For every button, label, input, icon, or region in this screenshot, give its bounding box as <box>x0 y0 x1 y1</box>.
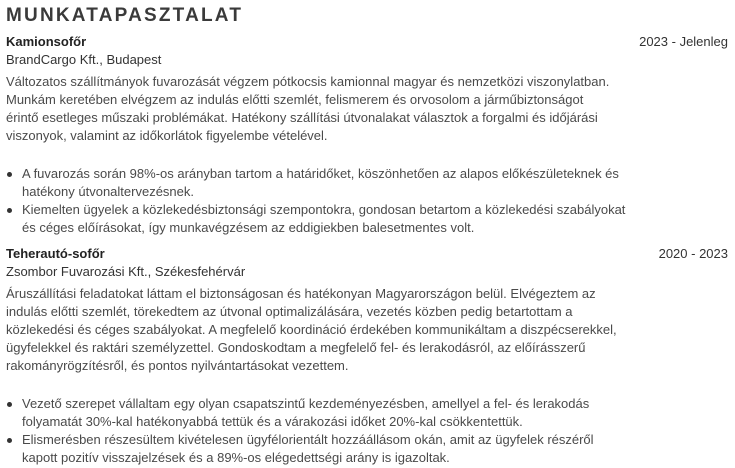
bullet-icon <box>7 402 12 407</box>
list-item <box>6 165 628 201</box>
job-date: 2023 - Jelenleg <box>639 34 728 49</box>
job-description: Áruszállítási feladatokat láttam el biztonságosan és hatékonyan Magyarországon belül. Elvégeztem az indulás előtti szemlét, törekedtem az útvonal optimalizálására, vezetés közben pedig betartottam a közlekedési és céges szabályokat. A megfelelő koordináció érdekében kommunikáltam a diszpécserekkel, ügyfelekkel és raktári személyzettel. Gondoskodtam a megfelelő fel- és lerakodásról, az előírásszerű rakományrögzítésről, és pontos nyilvántartásokat vezettem. <box>6 286 617 373</box>
achievement-list <box>6 165 728 237</box>
bullet-icon <box>7 438 12 443</box>
list-item <box>6 201 628 237</box>
job-entry <box>6 34 728 237</box>
bullet-icon <box>7 208 12 213</box>
list-item-text: A fuvarozás során 98%-os arányban tartom a határidőket, köszönhetően az alapos előkészületeknek és hatékony útvonaltervezésnek. <box>22 166 619 199</box>
job-header <box>6 34 728 51</box>
list-item <box>6 395 628 431</box>
job-title: Teherautó-sofőr <box>6 246 105 261</box>
job-date: 2020 - 2023 <box>658 246 728 261</box>
job-description: Változatos szállítmányok fuvarozását végzem pótkocsis kamionnal magyar és nemzetközi viszonylatban. Munkám keretében elvégzem az indulás előtti szemlét, felismerem és orvosolom a járműbiztonságot érintő esetleges műszaki problémákat. Hatékony szállítási útvonalakat választok a forgalmi és időjárási viszonyok, valamint az időkorlátok figyelembe vételével. <box>6 74 610 143</box>
job-company: Zsombor Fuvarozási Kft., Székesfehérvár <box>6 264 246 279</box>
job-entry <box>6 246 728 467</box>
list-item <box>6 431 628 467</box>
list-item-text: Elismerésben részesültem kivételesen ügyfélorientált hozzáállásom okán, amit az ügyfelek részéről kapott pozitív visszajelzések és a 89%-os elégedettségi arány is igazoltak. <box>22 432 594 465</box>
job-header <box>6 246 728 263</box>
section-title: MUNKATAPASZTALAT <box>6 5 244 26</box>
achievement-list <box>6 395 728 467</box>
job-company: BrandCargo Kft., Budapest <box>6 52 162 67</box>
bullet-icon <box>7 172 12 177</box>
list-item-text: Kiemelten ügyelek a közlekedésbiztonsági szempontokra, gondosan betartom a közlekedési szabályokat és céges előírásokat, így munkavégzésem az eddigiekben balesetmentes volt. <box>22 202 626 235</box>
list-item-text: Vezető szerepet vállaltam egy olyan csapatszintű kezdeményezésben, amellyel a fel- és lerakodás folyamatát 30%-kal hatékonyabbá tettük és a várakozási időket 20%-kal csökkentettük. <box>22 396 590 429</box>
job-title: Kamionsofőr <box>6 34 87 49</box>
